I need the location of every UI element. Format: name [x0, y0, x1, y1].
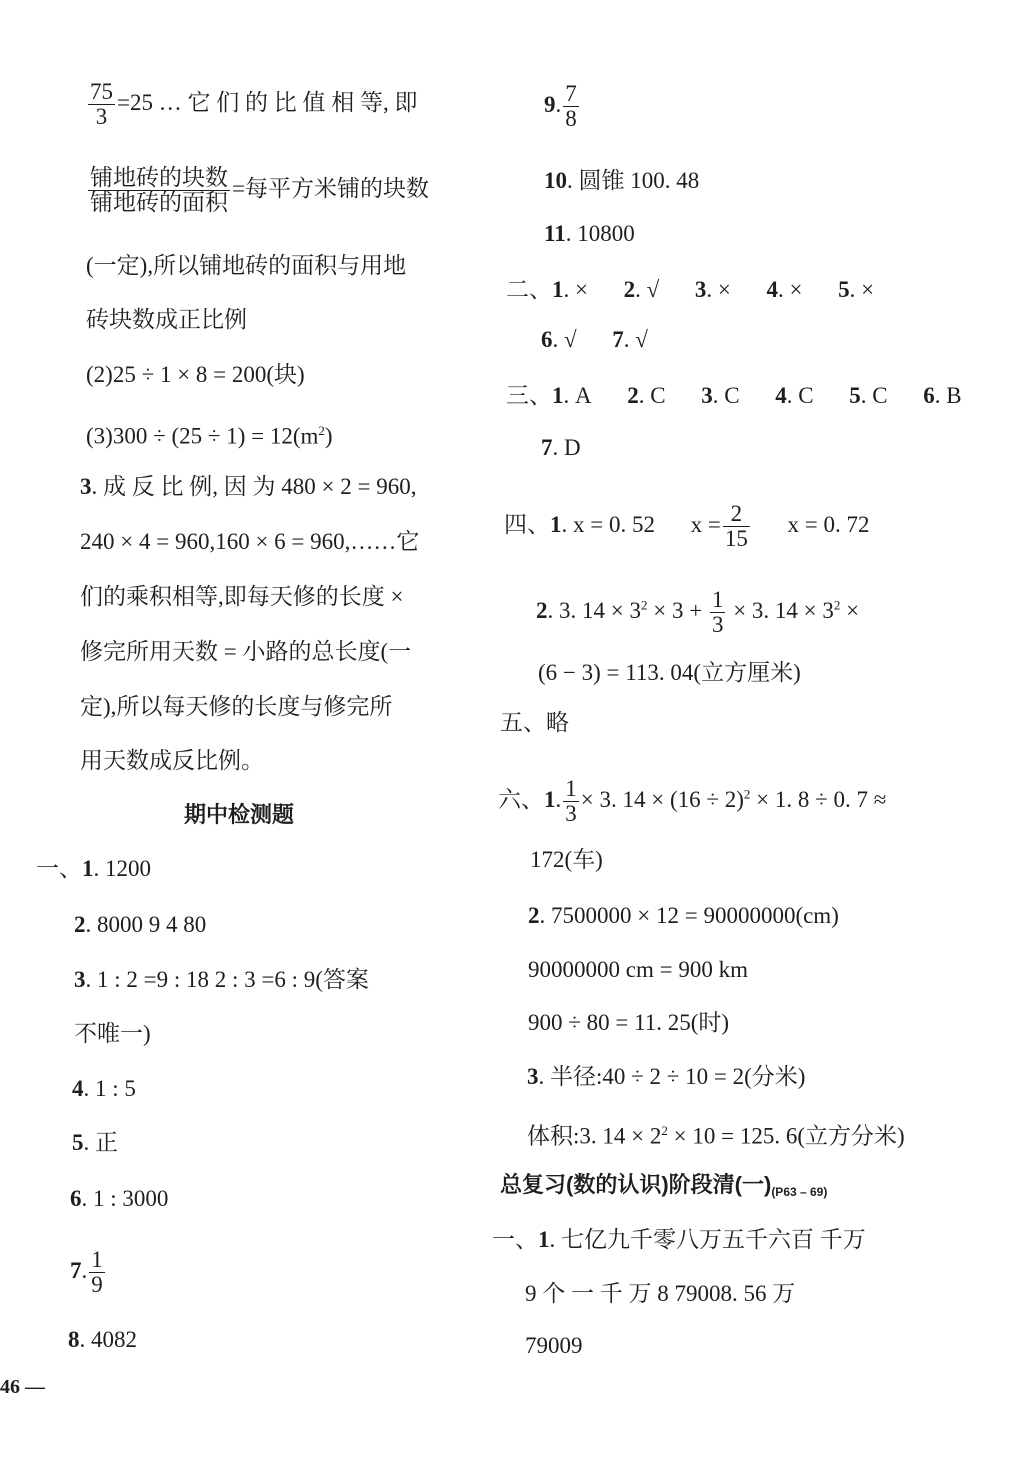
- right-section-2-row1: 二、1. × 2. √ 3. × 4. × 5. ×: [506, 277, 875, 302]
- right-section-6-row5: 900 ÷ 80 = 11. 25(时): [528, 1010, 730, 1035]
- left-q1: 一、1. 1200: [36, 856, 151, 881]
- left-line-4: 砖块数成正比例: [86, 307, 247, 332]
- fraction-7-8: $\frac{7}{8}$: [565, 81, 577, 132]
- left-line-1: $\frac{75}{3}$ =25 … 它 们 的 比 值 相 等, 即: [90, 79, 418, 130]
- left-line-12: 用天数成反比例。: [80, 748, 264, 773]
- left-line-9: 们的乘积相等,即每天修的长度 ×: [80, 584, 404, 609]
- right-review-q1-row2: 9 个 一 千 万 8 79008. 56 万: [525, 1281, 796, 1306]
- right-review-q1-row3: 79009: [525, 1333, 583, 1358]
- right-q10: 10. 圆锥 100. 48: [544, 168, 700, 193]
- right-section-3-row2: 7. D: [541, 435, 581, 460]
- fraction-2-15: $\frac{2}{15}$: [724, 501, 748, 552]
- left-line-6: $(3)300 \div (25 \div 1) = 12(m^2)$: [86, 423, 333, 449]
- left-q4: 4. 1 : 5: [72, 1076, 136, 1101]
- fraction-tiles: $\frac{\text{铺地砖的块数}}{\text{铺地砖的面积}}$: [90, 165, 228, 216]
- left-q5: 5. 正: [72, 1130, 118, 1155]
- left-line-3: (一定),所以铺地砖的面积与用地: [86, 253, 407, 278]
- left-line-7: 3. 成 反 比 例, 因 为 480 × 2 = 960,: [80, 474, 417, 499]
- section-heading-midterm: 期中检测题: [184, 802, 295, 827]
- left-q3-cont: 不唯一): [74, 1021, 151, 1046]
- fraction-75-3: $\frac{75}{3}$: [90, 79, 113, 130]
- left-line-8: 240 × 4 = 960,160 × 6 = 960,……它: [80, 529, 420, 554]
- right-section-6-row2: 172(车): [530, 847, 603, 872]
- section-heading-review: 总复习(数的认识)阶段清(一)(P63 – 69): [500, 1172, 828, 1199]
- right-q11: 11. 10800: [544, 221, 635, 246]
- left-line-5: (2)25 ÷ 1 × 8 = 200(块): [86, 362, 305, 387]
- right-section-2-row2: 6. √ 7. √: [541, 327, 648, 352]
- right-section-5: 五、略: [500, 710, 569, 735]
- left-line-2: $\frac{\text{铺地砖的块数}}{\text{铺地砖的面积}}$ =每平方米铺的块数: [90, 165, 429, 216]
- right-q9: 9. $\frac{7}{8}$: [544, 81, 577, 132]
- right-section-4-row1: 四、1. x = 0. 52 x = $\frac{2}{15}$ x = 0. 72: [504, 501, 870, 552]
- right-section-6-row6: 3. 半径:40 ÷ 2 ÷ 10 = 2(分米): [527, 1064, 806, 1089]
- right-section-6-row7: 体积:3. $14 \times 2^2 \times 10 = 125$. 6(立方分米): [527, 1123, 905, 1149]
- left-line-10: 修完所用天数 = 小路的总长度(一: [80, 639, 412, 664]
- left-q7: 7. $\frac{1}{9}$: [70, 1247, 103, 1298]
- fraction-1-3-b: $\frac{1}{3}$: [565, 776, 577, 827]
- left-q3: 3. 1 : 2 =9 : 18 2 : 3 =6 : 9(答案: [74, 967, 369, 992]
- right-section-4-row3: (6 − 3) = 113. 04(立方厘米): [538, 660, 801, 685]
- fraction-1-9: $\frac{1}{9}$: [91, 1247, 103, 1298]
- right-section-6-row1: 六、1. $\frac{1}{3}$ × 3. $14 \times (16 \div 2)^2 \times 1$. 8 ÷ 0. 7 ≈: [498, 776, 887, 827]
- left-q2: 2. 8000 9 4 80: [74, 912, 207, 937]
- right-section-6-row3: 2. 7500000 × 12 = 90000000(cm): [528, 903, 839, 928]
- right-section-6-row4: 90000000 cm = 900 km: [528, 957, 748, 982]
- left-line-11: 定),所以每天修的长度与修完所: [80, 694, 393, 719]
- right-review-q1: 一、1. 七亿九千零八万五千六百 千万: [492, 1227, 866, 1252]
- fraction-1-3-a: $\frac{1}{3}$: [711, 587, 724, 638]
- left-q6: 6. 1 : 3000: [70, 1186, 169, 1211]
- page-number: 46 —: [0, 1376, 45, 1398]
- right-section-4-row2: 2. 3. $14 \times 3^2 \times 3$ + $\frac{1}{3}$ × 3. $14 \times 3^2$ ×: [536, 587, 860, 638]
- right-section-3-row1: 三、1. A 2. C 3. C 4. C 5. C 6. B: [506, 383, 962, 408]
- left-q8: 8. 4082: [68, 1327, 137, 1352]
